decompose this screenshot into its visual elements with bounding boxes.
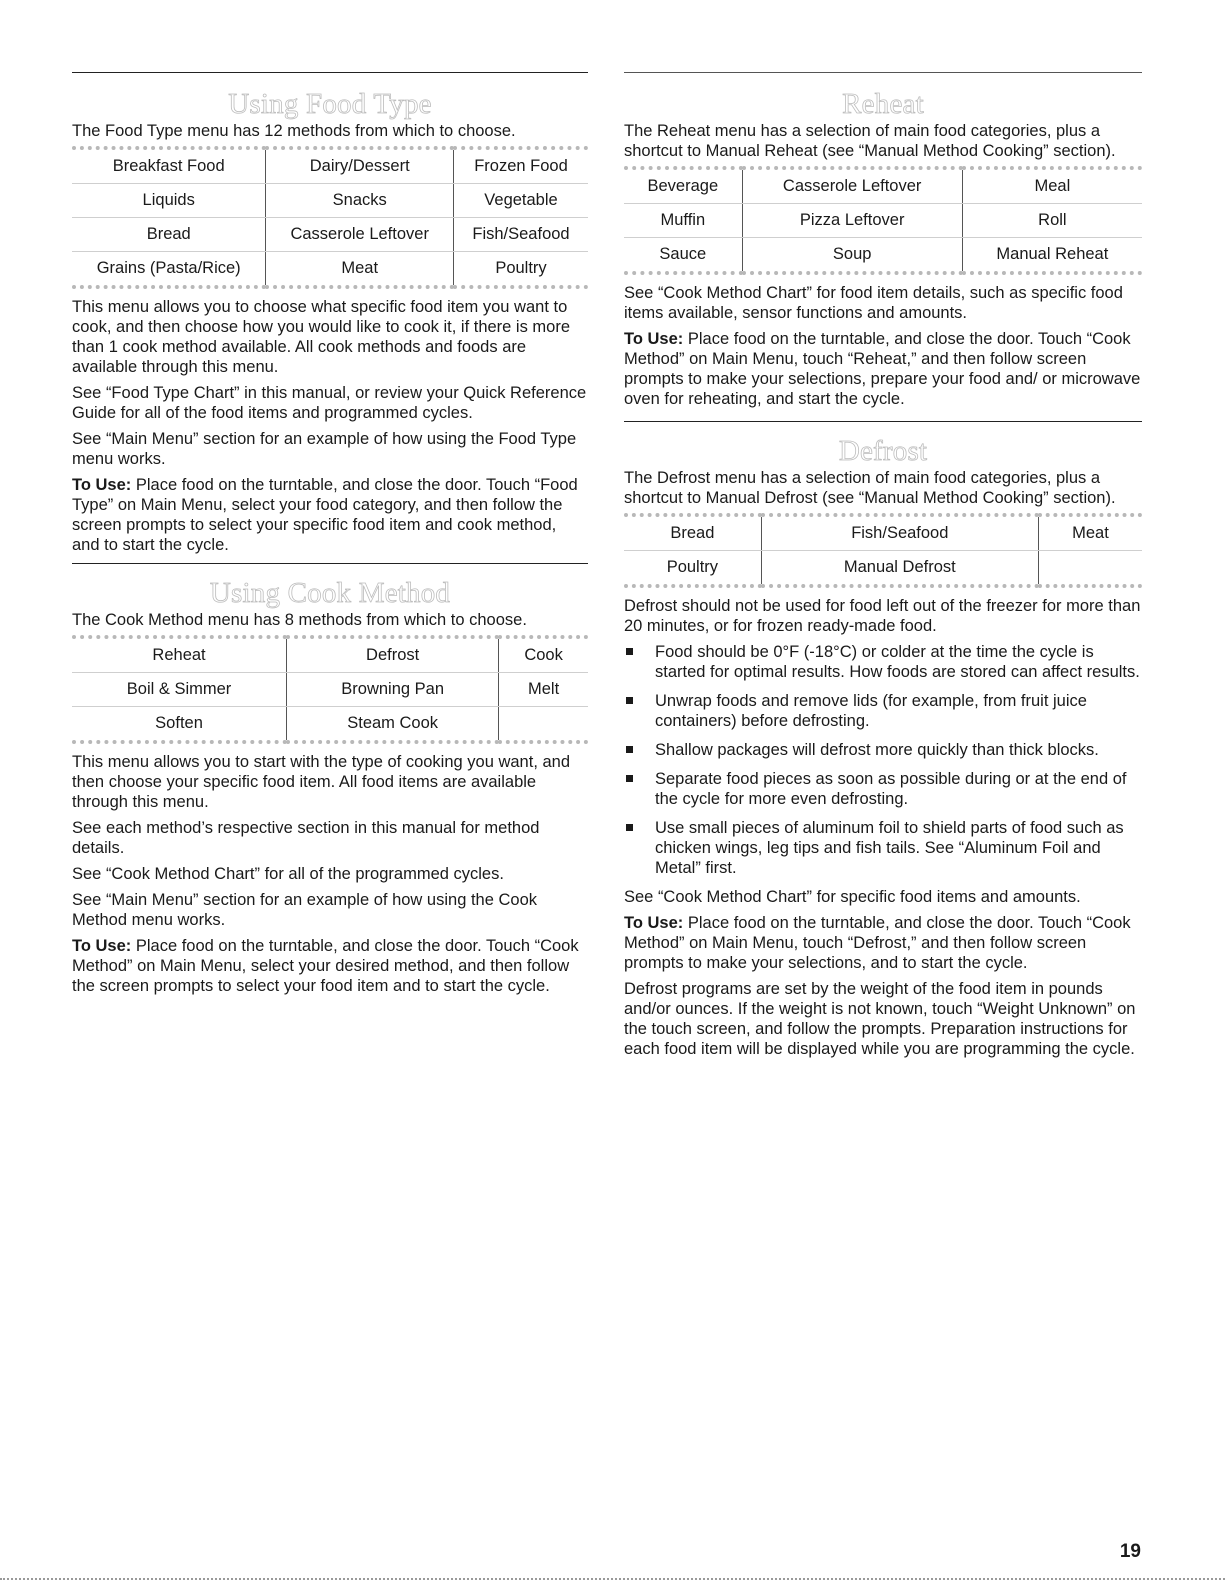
defrost-table bbox=[624, 513, 1142, 588]
food-type-section bbox=[72, 87, 588, 555]
page-number: 19 bbox=[1119, 1541, 1141, 1562]
to-use-text: Place food on the turntable, and close the door. Touch “Cook Method” on Main Menu, touch “Defrost,” and then follow screen prompts to make your selections, and to start the cycle. bbox=[624, 914, 1131, 972]
list-item: Food should be 0°F (-18°C) or colder at the time the cycle is started for optimal results. How foods are stored can affect results. bbox=[624, 642, 1142, 682]
defrost-title: Defrost bbox=[838, 435, 928, 467]
to-use-label: To Use: bbox=[72, 476, 132, 494]
bullet-square-icon bbox=[626, 775, 633, 782]
reheat-paragraph: See “Cook Method Chart” for food item details, such as specific food items available, sensor functions and amounts. bbox=[624, 284, 1123, 322]
table-cell: Breakfast Food bbox=[72, 148, 266, 184]
reheat-title: Reheat bbox=[842, 88, 924, 120]
table-cell: Meat bbox=[266, 252, 454, 288]
cook-method-section bbox=[72, 576, 588, 996]
table-row bbox=[72, 184, 588, 218]
cook-method-paragraph: See each method’s respective section in this manual for method details. bbox=[72, 819, 540, 857]
table-row bbox=[72, 637, 588, 673]
left-column bbox=[72, 72, 588, 1002]
food-type-table bbox=[72, 146, 588, 289]
bullet-square-icon bbox=[626, 648, 633, 655]
list-item: Unwrap foods and remove lids (for example, from fruit juice containers) before defrosting. bbox=[624, 691, 1142, 731]
section-divider bbox=[624, 72, 1142, 73]
table-cell: Melt bbox=[499, 673, 588, 707]
table-cell: Steam Cook bbox=[287, 707, 499, 743]
defrost-to-use bbox=[624, 913, 1142, 973]
to-use-text: Place food on the turntable, and close the door. Touch “Food Type” on Main Menu, select your food category, and then follow the screen prompts to select your specific food item and cook method, and to start the cycle. bbox=[72, 476, 578, 554]
table-cell: Fish/Seafood bbox=[454, 218, 589, 252]
table-cell: Roll bbox=[962, 204, 1142, 238]
table-cell: Casserole Leftover bbox=[266, 218, 454, 252]
cook-method-table bbox=[72, 635, 588, 744]
table-cell: Boil & Simmer bbox=[72, 673, 287, 707]
right-column bbox=[624, 72, 1142, 1065]
cook-method-paragraph: This menu allows you to start with the type of cooking you want, and then choose your specific food item. All food items are available through this menu. bbox=[72, 753, 571, 811]
to-use-label: To Use: bbox=[624, 330, 684, 348]
reheat-to-use bbox=[624, 329, 1142, 409]
section-divider bbox=[72, 72, 588, 73]
table-cell: Frozen Food bbox=[454, 148, 589, 184]
to-use-text: Place food on the turntable, and close the door. Touch “Cook Method” on Main Menu, select your desired method, and then follow the screen prompts to select your food item and to start the cycle. bbox=[72, 937, 579, 995]
table-cell bbox=[499, 707, 588, 743]
cook-method-to-use bbox=[72, 936, 588, 996]
reheat-intro: The Reheat menu has a selection of main food categories, plus a shortcut to Manual Reheat (see “Manual Method Cooking” section). bbox=[624, 122, 1116, 160]
table-row bbox=[72, 707, 588, 743]
to-use-label: To Use: bbox=[72, 937, 132, 955]
table-cell: Liquids bbox=[72, 184, 266, 218]
table-cell: Dairy/Dessert bbox=[266, 148, 454, 184]
table-cell: Poultry bbox=[454, 252, 589, 288]
table-cell: Soften bbox=[155, 714, 203, 732]
table-cell: Defrost bbox=[287, 637, 499, 673]
table-cell: Meat bbox=[1038, 515, 1142, 551]
table-cell: Soup bbox=[742, 238, 962, 274]
cook-method-intro: The Cook Method menu has 8 methods from which to choose. bbox=[72, 611, 527, 629]
defrost-intro: The Defrost menu has a selection of main food categories, plus a shortcut to Manual Defrost (see “Manual Method Cooking” section). bbox=[624, 469, 1116, 507]
bullet-square-icon bbox=[626, 697, 633, 704]
reheat-table bbox=[624, 166, 1142, 275]
table-row bbox=[624, 168, 1142, 204]
table-cell: Bread bbox=[624, 515, 761, 551]
table-cell: Pizza Leftover bbox=[742, 204, 962, 238]
table-row bbox=[624, 204, 1142, 238]
table-cell: Manual Reheat bbox=[962, 238, 1142, 274]
footer-divider bbox=[0, 1578, 1225, 1580]
cook-method-paragraph: See “Cook Method Chart” for all of the programmed cycles. bbox=[72, 865, 504, 883]
food-type-paragraph: This menu allows you to choose what specific food item you want to cook, and then choose how you would like to cook it, if there is more than 1 cook method available. All cook methods and foods are available through this menu. bbox=[72, 298, 571, 376]
table-row bbox=[624, 515, 1142, 551]
table-cell: Vegetable bbox=[454, 184, 589, 218]
table-cell: Muffin bbox=[624, 204, 742, 238]
food-type-intro: The Food Type menu has 12 methods from which to choose. bbox=[72, 122, 516, 140]
defrost-paragraph: Defrost should not be used for food left out of the freezer for more than 20 minutes, or for frozen ready-made food. bbox=[624, 597, 1141, 635]
to-use-text: Place food on the turntable, and close the door. Touch “Cook Method” on Main Menu, touch “Reheat,” and then follow screen prompts to make your selections, prepare your food and/ or microwave oven for reheating, and start the cycle. bbox=[624, 330, 1141, 408]
section-divider bbox=[624, 421, 1142, 422]
defrost-paragraph: See “Cook Method Chart” for specific food items and amounts. bbox=[624, 888, 1081, 906]
table-cell: Casserole Leftover bbox=[742, 168, 962, 204]
table-cell: Snacks bbox=[266, 184, 454, 218]
table-cell: Browning Pan bbox=[287, 673, 499, 707]
table-cell bbox=[1038, 551, 1142, 587]
defrost-paragraph: Defrost programs are set by the weight of the food item in pounds and/or ounces. If the weight is not known, touch “Weight Unknown” on the touch screen, and follow the prompts. Preparation instructions for each food item will be displayed while you are programming the cycle. bbox=[624, 980, 1136, 1058]
food-type-paragraph: See “Food Type Chart” in this manual, or review your Quick Reference Guide for all of the food items and programmed cycles. bbox=[72, 384, 587, 422]
to-use-label: To Use: bbox=[624, 914, 684, 932]
table-cell: Bread bbox=[72, 218, 266, 252]
cook-method-paragraph: See “Main Menu” section for an example of how using the Cook Method menu works. bbox=[72, 891, 537, 929]
table-cell: Sauce bbox=[659, 245, 707, 263]
defrost-section bbox=[624, 434, 1142, 1059]
food-type-title: Using Food Type bbox=[228, 88, 432, 120]
table-cell: Cook bbox=[499, 637, 588, 673]
table-cell: Meal bbox=[962, 168, 1142, 204]
section-divider bbox=[72, 563, 588, 564]
list-item: Use small pieces of aluminum foil to shield parts of food such as chicken wings, leg tips and fish tails. See “Aluminum Foil and Metal” first. bbox=[624, 818, 1142, 878]
table-cell: Manual Defrost bbox=[761, 551, 1038, 587]
table-row bbox=[72, 252, 588, 288]
table-row bbox=[624, 551, 1142, 587]
table-cell: Fish/Seafood bbox=[761, 515, 1038, 551]
bullet-square-icon bbox=[626, 824, 633, 831]
bullet-square-icon bbox=[626, 746, 633, 753]
table-row bbox=[624, 238, 1142, 274]
table-cell: Reheat bbox=[72, 637, 287, 673]
food-type-to-use bbox=[72, 475, 588, 555]
defrost-tips-list bbox=[624, 642, 1142, 878]
table-row bbox=[72, 218, 588, 252]
table-cell: Poultry bbox=[666, 558, 719, 576]
table-row bbox=[72, 148, 588, 184]
reheat-section bbox=[624, 87, 1142, 409]
list-item: Shallow packages will defrost more quickly than thick blocks. bbox=[624, 740, 1142, 760]
cook-method-title: Using Cook Method bbox=[209, 577, 451, 609]
table-row bbox=[72, 673, 588, 707]
list-item: Separate food pieces as soon as possible during or at the end of the cycle for more even defrosting. bbox=[624, 769, 1142, 809]
table-cell: Grains (Pasta/Rice) bbox=[96, 259, 241, 277]
table-cell: Beverage bbox=[624, 168, 742, 204]
food-type-paragraph: See “Main Menu” section for an example of how using the Food Type menu works. bbox=[72, 430, 577, 468]
